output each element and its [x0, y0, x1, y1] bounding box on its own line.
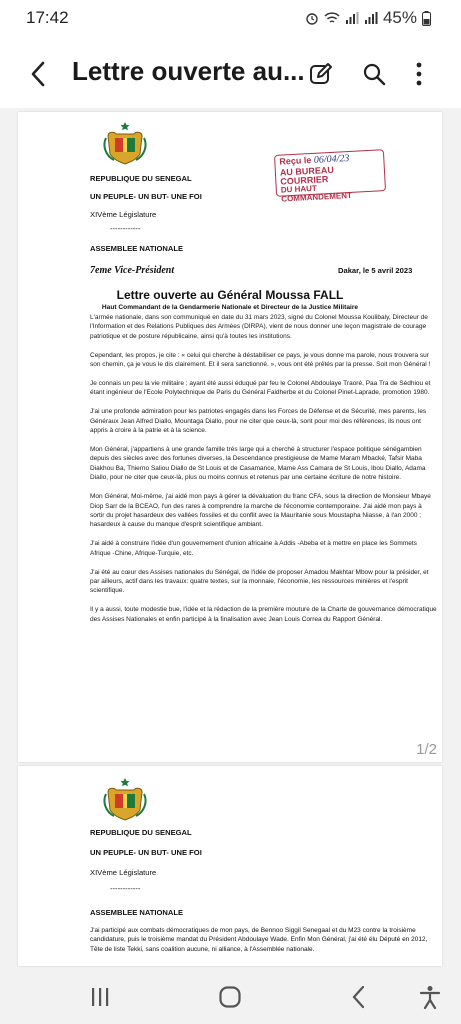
paragraph: J'ai été au cœur des Assises nationales du Sénégal, de l'idée de proposer Amadou Makhtar Mbow pour la présider, et par ailleurs, actif dans les travaux: quatre textes, sur la monnaie, l'économie, les ressources minières et l'esprit scientifique. — [90, 568, 429, 595]
accessibility-button[interactable] — [410, 982, 450, 1012]
accessibility-icon — [419, 985, 441, 1009]
back-nav-icon — [351, 985, 365, 1009]
signal-icon — [345, 11, 359, 25]
document-page-2[interactable] — [18, 766, 442, 966]
alarm-icon — [305, 11, 319, 25]
stamp-command: DU HAUT COMMANDEMENT — [280, 184, 353, 204]
search-button[interactable] — [358, 58, 390, 90]
search-icon — [362, 62, 386, 86]
home-button[interactable] — [210, 982, 250, 1012]
letter-date: Dakar, le 5 avril 2023 — [338, 266, 413, 275]
paragraph: J'ai une profonde admiration pour les patriotes engagés dans les Forces de Défense et de Sécurité, mes parents, les Généraux Jean Alfred Diallo, Mountaga Diallo, pour ne citer que ceux-là, sont pour moi des références, ils nous ont appris à croire à la patrie et à la science. — [90, 408, 427, 435]
header-republic: REPUBLIQUE DU SENEGAL — [90, 174, 192, 183]
senegal-emblem-icon — [100, 776, 150, 822]
paragraph: Je connais un peu la vie militaire ; ayant été aussi éduqué par feu le Colonel Abdoulaye Traoré, Paa Tra de Sédhiou et étant ingénieur de l'Ecole Polytechnique de Paris du Général Faidherbe et du Colonel Pinet-Laprade, promotion 1980. — [90, 380, 431, 397]
paragraph: Cependant, les propos, je cite : « celui qui cherche à déstabiliser ce pays, je vous donne ma parole, nous trouvera sur son chemin, ça je vous le dis clairement. Et il sera sanctionné. », vous ont été prêtés par la presse. Soit mon Général ! — [90, 351, 431, 369]
header-assembly: ASSEMBLEE NATIONALE — [90, 908, 184, 917]
letter-subtitle: Haut Commandant de la Gendarmerie Nationale et Directeur de la Justice Militaire — [101, 304, 359, 311]
paragraph: J'ai aidé à construire l'idée d'un gouvernement d'union africaine à Addis -Abeba et à mettre en place les Sommets Afrique -Chine, Afrique-Turquie, etc. — [90, 540, 417, 557]
recent-apps-icon — [90, 986, 110, 1008]
more-vertical-icon — [416, 62, 422, 86]
back-nav-button[interactable] — [338, 982, 378, 1012]
stamp-received-label: Reçu le — [279, 154, 312, 167]
home-icon — [218, 985, 242, 1009]
letter-body — [90, 313, 438, 634]
header-divider: ------------ — [110, 884, 141, 893]
status-time: 17:42 — [26, 8, 69, 27]
document-page-1[interactable] — [18, 112, 442, 762]
system-nav-bar — [0, 968, 461, 1024]
header-motto: UN PEUPLE- UN BUT- UNE FOI — [90, 848, 202, 857]
paragraph: J'ai participé aux combats démocratiques de mon pays, de Bennoo Siggil Senegaal et du M23 contre la troisième candidature, puis le troisième mandat du Président Abdoulaye Wade. Enfin Mon Général, j'ai été élu Député en 2012, Tête de liste Tekki, sans coalition aucune, ni alliance, à l'Assemblée nationale. — [90, 927, 428, 953]
vice-president-label: 7eme Vice-Président — [90, 265, 175, 276]
battery-icon — [422, 11, 431, 26]
received-stamp — [274, 149, 386, 204]
letter-title: Lettre ouverte au Général Moussa FALL — [116, 288, 344, 302]
header-divider: ------------ — [110, 224, 141, 233]
paragraph: Mon Général, j'appartiens à une grande famille très large qui a cherché à structurer l'espace politique sénégambien depuis des siècles avec des fortunes diverses, la Descendance prestigieuse de Mame Maram Mbacké, Tafsir Maba Diakhou Ba, Thierno Saliou Diallo de St Louis et de Casamance, Mame Ass Camara de St Louis, Ibou Diallo, Adama Diallo, pour ne citer que ceux-là, plus ou moins connus et retenus par une certaine écriture de notre histoire. — [90, 446, 426, 482]
back-button[interactable] — [20, 56, 56, 92]
stamp-office: AU BUREAU COURRIER — [279, 164, 335, 187]
edit-button[interactable] — [305, 58, 337, 90]
document-title: Lettre ouverte au... — [72, 56, 305, 86]
paragraph: L'armée nationale, dans son communiqué en date du 31 mars 2023, signé du Colonel Moussa Koulibaly, Directeur de l'Information et des Relations Publiques des Armées (DIRPA), vient de nous donner une leçon magistrale de courage patriotique et de posture républicaine, ainsi qu'à toutes les institutions. — [90, 314, 428, 340]
app-bar — [0, 36, 461, 108]
header-legislature: XIVème Législature — [90, 210, 157, 219]
edit-icon — [309, 62, 333, 86]
wifi-icon — [324, 11, 340, 25]
paragraph: Il y a aussi, toute modestie bue, l'idée et la rédaction de la première mouture de la Charte de gouvernance démocratique des Assises Nationales et enfin participé à la finalisation avec Jean Louis Correa du Rapport Général. — [90, 606, 437, 623]
letter-body-page-2 — [90, 926, 438, 954]
header-legislature: XIVème Législature — [90, 868, 157, 877]
battery-level: 45% — [382, 8, 417, 27]
status-bar — [0, 0, 461, 36]
more-options-button[interactable] — [403, 58, 435, 90]
header-republic: REPUBLIQUE DU SENEGAL — [90, 828, 192, 837]
header-assembly: ASSEMBLEE NATIONALE — [90, 244, 184, 253]
senegal-emblem-icon — [100, 120, 150, 166]
paragraph: Mon Général, Moi-même, j'ai aidé mon pays à gérer la dévaluation du franc CFA, sous la direction de Monsieur Mbaye Diop Sarr de la BCEAO, l'un des rares à comprendre la marche de l'économie contemporaine. J'ai aidé mon pays à sortir du projet hasardeux des vallées fossiles et du conflit avec la Mauritanie sous Moustapha Niasse, à l'an 2000 ; hasardeux à cause du manque d'esprit scientifique ambiant. — [90, 493, 431, 529]
signal-icon-2 — [364, 11, 378, 25]
status-icons — [305, 8, 431, 28]
stamp-date: 06/04/23 — [313, 152, 350, 166]
page-indicator: 1/2 — [416, 741, 437, 758]
recent-apps-button[interactable] — [80, 982, 120, 1012]
back-arrow-icon — [30, 61, 46, 87]
header-motto: UN PEUPLE- UN BUT- UNE FOI — [90, 192, 202, 201]
